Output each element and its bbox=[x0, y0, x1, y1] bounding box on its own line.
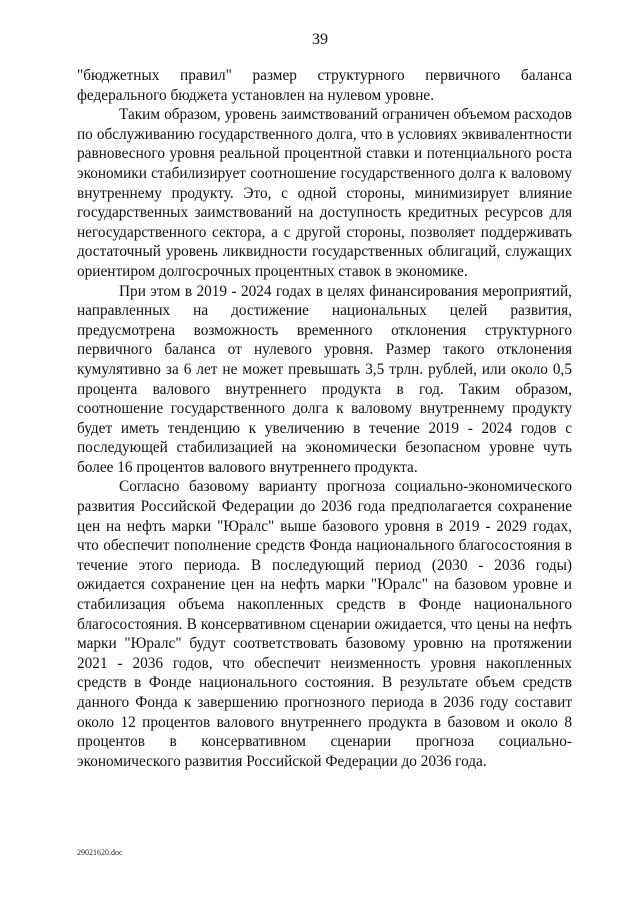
document-body bbox=[77, 66, 572, 771]
page-number: 39 bbox=[312, 31, 328, 48]
paragraph-continuation: "бюджетных правил" размер структурного первичного баланса федерального бюджета установлен на нулевом уровне. bbox=[77, 67, 572, 104]
footer-filename: 29021620.doc bbox=[77, 848, 123, 857]
paragraph-deviation-2019-2024: При этом в 2019 - 2024 годах в целях финансирования мероприятий, направленных на достижение национальных целей развития, предусмотрена возможность временного отклонения структурного первичного баланса от нулевого уровня. Размер такого отклонения кумулятивно за 6 лет не может превышать 3,5 трлн. рублей, или около 0,5 процента валового внутреннего продукта в год. Таким образом, соотношение государственного долга к валовому внутреннему продукту будет иметь тенденцию к увеличению в течение 2019 - 2024 годов с последующей стабилизацией на экономически безопасном уровне чуть более 16 процентов валового внутреннего продукта. bbox=[77, 282, 572, 476]
paragraph-borrowing-limit: Таким образом, уровень заимствований ограничен объемом расходов по обслуживанию государственного долга, что в условиях эквивалентности равновесного уровня реальной процентной ставки и потенциального роста экономики стабилизирует соотношение государственного долга к валовому внутреннему продукту. Это, с одной стороны, минимизирует влияние государственных заимствований на доступность кредитных ресурсов для негосударственного сектора, а с другой стороны, позволяет поддерживать достаточный уровень ликвидности государственных облигаций, служащих ориентиром долгосрочных процентных ставок в экономике. bbox=[77, 106, 572, 280]
paragraph-urals-forecast: Согласно базовому варианту прогноза социально-экономического развития Российской Федерации до 2036 года предполагается сохранение цен на нефть марки "Юралс" выше базового уровня в 2019 - 2029 годах, что обеспечит пополнение средств Фонда национального благосостояния в течение этого периода. В последующий период (2030 - 2036 годы) ожидается сохранение цен на нефть марки "Юралс" на базовом уровне и стабилизация объема накопленных средств в Фонде национального благосостояния. В консервативном сценарии ожидается, что цены на нефть марки "Юралс" будут соответствовать базовому уровню на протяжении 2021 - 2036 годов, что обеспечит неизменность уровня накопленных средств в Фонде национального состояния. В результате объем средств данного Фонда к завершению прогнозного периода в 2036 году составит около 12 процентов валового внутреннего продукта в базовом и около 8 процентов в консервативном сценарии прогноза социально-экономического развития Российской Федерации до 2036 года. bbox=[77, 478, 572, 770]
